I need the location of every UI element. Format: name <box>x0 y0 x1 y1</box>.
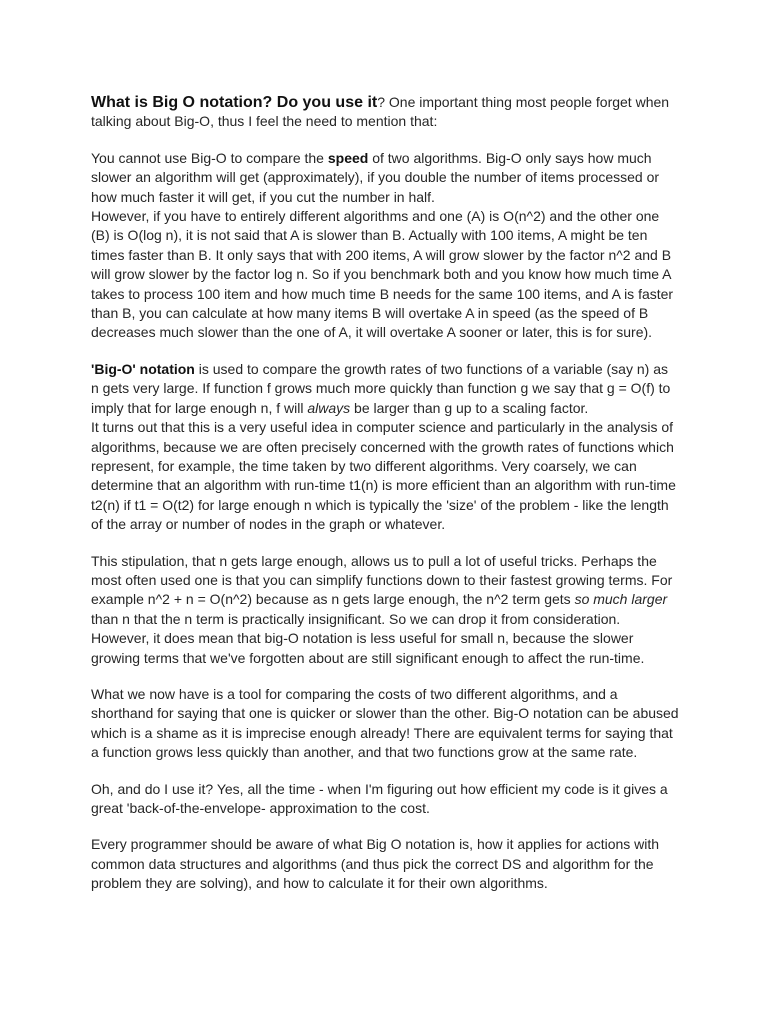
paragraph-definition-text-1: is used to compare the growth rates of two functions of a variable (say n) as n gets very large. If function f grows much more quickly than function g we say that g = O(f) to imply that for large enough n, f will <box>91 360 671 416</box>
document-title: What is Big O notation? Do you use it <box>91 94 378 111</box>
paragraph-stipulation <box>91 552 679 668</box>
speed-emphasis: speed <box>327 149 369 166</box>
paragraph-speed <box>91 149 679 207</box>
paragraph-speed-text-2: of two algorithms. Big-O only says how much slower an algorithm will get (approximately), if you double the number of items processed or how much faster it will get, if you cut the number in half. <box>91 149 660 205</box>
so-much-larger-emphasis: so much larger <box>574 591 668 608</box>
always-emphasis: always <box>307 399 351 416</box>
paragraph-definition <box>91 360 679 418</box>
intro-text: ? One important thing most people forget when talking about Big-O, thus I feel the need to mention that: <box>91 94 670 130</box>
intro-paragraph <box>91 93 679 132</box>
paragraph-tool: What we now have is a tool for comparing the costs of two different algorithms, and a shorthand for saying that one is quicker or slower than the other. Big-O notation can be abused which is a shame as it is imprecise enough already! There are equivalent terms for saying that a function grows less quickly than another, and that two functions grow at the same rate. <box>91 685 679 761</box>
paragraph-stipulation-text-1: This stipulation, that n gets large enough, allows us to pull a lot of useful tricks. Perhaps the most often used one is that you can simplify functions down to their fastest growing terms. For example n^2 + n = O(n^2) because as n gets large enough, the n^2 term gets <box>91 552 673 608</box>
paragraph-stipulation-text-2: than n that the n term is practically insignificant. So we can drop it from consideration. However, it does mean that big-O notation is less useful for small n, because the slower growing terms that we've forgotten about are still significant enough to affect the run-time. <box>91 610 645 666</box>
paragraph-usage: Oh, and do I use it? Yes, all the time - when I'm figuring out how efficient my code is it gives a great 'back-of-the-envelope- approximation to the cost. <box>91 780 668 816</box>
paragraph-usefulness: It turns out that this is a very useful idea in computer science and particularly in the analysis of algorithms, because we are often precisely concerned with the growth rates of functions which represent, for example, the time taken by two different algorithms. Very coarsely, we can determine that an algorithm with run-time t1(n) is more efficient than an algorithm with run-time t2(n) if t1 = O(t2) for large enough n which is typically the 'size' of the problem - like the length of the array or number of nodes in the graph or whatever. <box>91 419 676 533</box>
paragraph-speed-text-1: You cannot use Big-O to compare the <box>91 149 328 166</box>
paragraph-definition-text-2: be larger than g up to a scaling factor. <box>350 399 589 416</box>
paragraph-awareness: Every programmer should be aware of what Big O notation is, how it applies for actions with common data structures and algorithms (and thus pick the correct DS and algorithm for the problem they are solving), and how to calculate it for their own algorithms. <box>91 836 660 892</box>
paragraph-comparison: However, if you have to entirely different algorithms and one (A) is O(n^2) and the other one (B) is O(log n), it is not said that A is slower than B. Actually with 100 items, A might be ten times faster than B. It only says that with 200 items, A will grow slower by the factor n^2 and B will grow slower by the factor log n. So if you benchmark both and you know how much time A takes to process 100 item and how much time B needs for the same 100 items, and A is faster than B, you can calculate at how many items B will overtake A in speed (as the speed of B decreases much slower than the one of A, it will overtake A sooner or later, this is for sure). <box>91 208 674 341</box>
big-o-notation-term: 'Big-O' notation <box>91 360 195 377</box>
document-body <box>91 93 679 911</box>
